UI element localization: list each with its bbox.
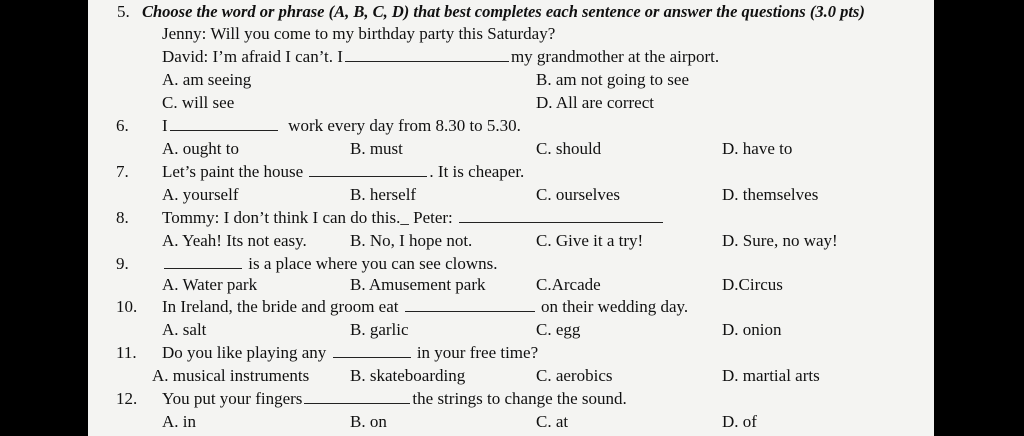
q7-text-pre: Let’s paint the house: [162, 162, 304, 181]
q6-option-c[interactable]: C. should: [536, 139, 602, 158]
q6-option-d[interactable]: D. have to: [722, 139, 793, 158]
q9-option-d[interactable]: D.Circus: [722, 275, 783, 294]
q6-option-b[interactable]: B. must: [350, 139, 403, 158]
q5-text-post: my grandmother at the airport.: [510, 47, 720, 66]
q9-text-post: is a place where you can see clowns.: [248, 254, 498, 273]
section-instruction: Choose the word or phrase (A, B, C, D) that best completes each sentence or answer the questions (3.0 pts): [142, 2, 865, 21]
q9-option-c[interactable]: C.Arcade: [536, 275, 601, 294]
q12-option-d[interactable]: D. of: [722, 412, 757, 431]
q7-option-d[interactable]: D. themselves: [722, 185, 819, 204]
q8-option-b[interactable]: B. No, I hope not.: [350, 231, 473, 250]
q8-option-a[interactable]: A. Yeah! Its not easy.: [162, 231, 307, 250]
q11-option-d[interactable]: D. martial arts: [722, 366, 820, 385]
q11-number: 11.: [116, 343, 137, 362]
worksheet-page: [88, 0, 934, 436]
q8-option-d[interactable]: D. Sure, no way!: [722, 231, 838, 250]
q10-number: 10.: [116, 297, 138, 316]
q7-option-a[interactable]: A. yourself: [162, 185, 239, 204]
q6-option-a[interactable]: A. ought to: [162, 139, 239, 158]
q7-number: 7.: [116, 162, 129, 181]
q10-question: [162, 297, 688, 317]
q6-text-pre: I: [162, 116, 168, 135]
q5-text-pre: David: I’m afraid I can’t. I: [162, 47, 343, 66]
q5-line2: [162, 47, 719, 67]
q12-text-pre: You put your fingers: [162, 389, 303, 408]
q10-text-pre: In Ireland, the bride and groom eat: [162, 297, 399, 316]
q10-option-c[interactable]: C. egg: [536, 320, 581, 339]
q8-number: 8.: [116, 208, 129, 227]
q5-line1: Jenny: Will you come to my birthday party this Saturday?: [162, 24, 556, 43]
q6-text-post: work every day from 8.30 to 5.30.: [288, 116, 521, 135]
q5-blank[interactable]: [345, 47, 509, 62]
q10-option-d[interactable]: D. onion: [722, 320, 782, 339]
q5-option-c[interactable]: C. will see: [162, 93, 235, 112]
q7-option-c[interactable]: C. ourselves: [536, 185, 621, 204]
q8-option-c[interactable]: C. Give it a try!: [536, 231, 644, 250]
q9-option-a[interactable]: A. Water park: [162, 275, 258, 294]
q7-question: [162, 162, 524, 182]
q5-option-b[interactable]: B. am not going to see: [536, 70, 689, 89]
q8-blank[interactable]: [459, 208, 663, 223]
q11-blank[interactable]: [333, 343, 411, 358]
q8-question: [162, 208, 665, 228]
q12-question: [162, 389, 627, 409]
q5-option-d[interactable]: D. All are correct: [536, 93, 654, 112]
q8-text-pre: Tommy: I don’t think I can do this._ Peter:: [162, 208, 453, 227]
q11-question: [162, 343, 538, 363]
q9-blank[interactable]: [164, 254, 242, 269]
q7-option-b[interactable]: B. herself: [350, 185, 417, 204]
q10-blank[interactable]: [405, 297, 535, 312]
section-number: 5.: [117, 2, 130, 21]
q12-text-post: the strings to change the sound.: [412, 389, 627, 408]
q9-option-b[interactable]: B. Amusement park: [350, 275, 486, 294]
q11-text-post: in your free time?: [416, 343, 539, 362]
q10-option-b[interactable]: B. garlic: [350, 320, 409, 339]
q6-question: [162, 116, 521, 136]
q12-option-b[interactable]: B. on: [350, 412, 387, 431]
q7-blank[interactable]: [309, 162, 427, 177]
q10-option-a[interactable]: A. salt: [162, 320, 207, 339]
q11-option-c[interactable]: C. aerobics: [536, 366, 613, 385]
q12-option-c[interactable]: C. at: [536, 412, 569, 431]
q11-option-a[interactable]: A. musical instruments: [152, 366, 310, 385]
q7-text-post: . It is cheaper.: [429, 162, 525, 181]
q9-question: [162, 254, 497, 274]
q11-text-pre: Do you like playing any: [162, 343, 327, 362]
q12-option-a[interactable]: A. in: [162, 412, 196, 431]
q12-number: 12.: [116, 389, 138, 408]
q11-option-b[interactable]: B. skateboarding: [350, 366, 466, 385]
q9-number: 9.: [116, 254, 129, 273]
q6-blank[interactable]: [170, 116, 278, 131]
q12-blank[interactable]: [304, 389, 410, 404]
q5-option-a[interactable]: A. am seeing: [162, 70, 252, 89]
q10-text-post: on their wedding day.: [541, 297, 689, 316]
q6-number: 6.: [116, 116, 129, 135]
